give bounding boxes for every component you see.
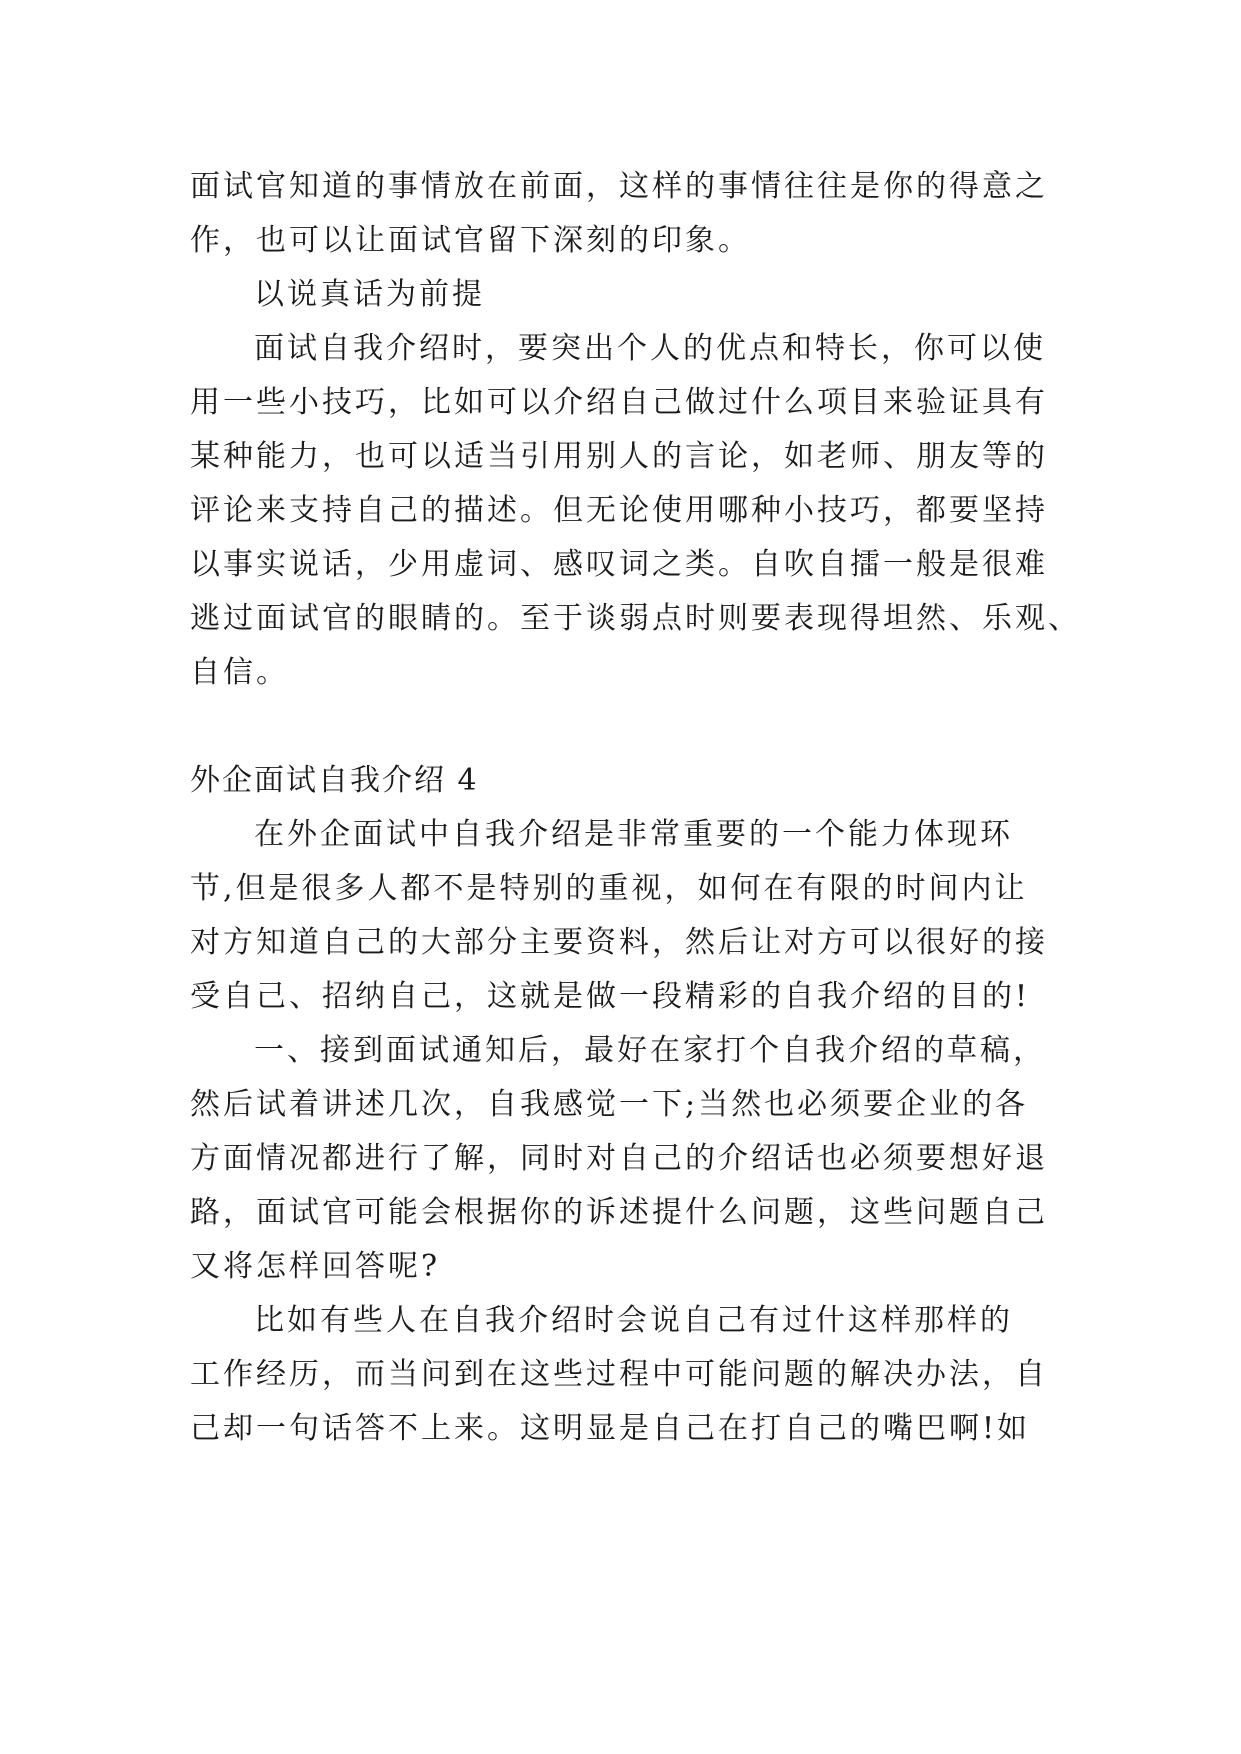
section-heading: 外企面试自我介绍 4 (190, 763, 479, 798)
text-line: 受自己、招纳自己，这就是做一段精彩的自我介绍的目的! (190, 979, 1031, 1014)
text-line: 又将怎样回答呢? (190, 1249, 441, 1284)
text-line: 用一些小技巧，比如可以介绍自己做过什么项目来验证具有 (190, 385, 1048, 420)
text-line: 自信。 (190, 655, 289, 690)
text-line: 路，面试官可能会根据你的诉述提什么问题，这些问题自己 (190, 1195, 1048, 1230)
text-line: 比如有些人在自我介绍时会说自己有过什这样那样的 (254, 1303, 1013, 1338)
text-line: 以事实说话，少用虚词、感叹词之类。自吹自擂一般是很难 (190, 547, 1048, 582)
text-line: 作，也可以让面试官留下深刻的印象。 (190, 223, 751, 258)
text-line: 一、接到面试通知后，最好在家打个自我介绍的草稿， (254, 1033, 1046, 1068)
text-line: 逃过面试官的眼睛的。至于谈弱点时则要表现得坦然、乐观、 (190, 601, 1081, 636)
text-line: 己却一句话答不上来。这明显是自己在打自己的嘴巴啊!如 (190, 1411, 1031, 1446)
text-line: 面试官知道的事情放在前面，这样的事情往往是你的得意之 (190, 169, 1048, 204)
document-body (190, 160, 1081, 1456)
text-line: 工作经历，而当问到在这些过程中可能问题的解决办法，自 (190, 1357, 1048, 1392)
text-line: 节,但是很多人都不是特别的重视，如何在有限的时间内让 (190, 871, 1028, 906)
subheading: 以说真话为前提 (254, 277, 485, 312)
text-line: 面试自我介绍时，要突出个人的优点和特长，你可以使 (254, 331, 1046, 366)
text-line: 对方知道自己的大部分主要资料，然后让对方可以很好的接 (190, 925, 1048, 960)
text-line: 评论来支持自己的描述。但无论使用哪种小技巧，都要坚持 (190, 493, 1048, 528)
text-line: 然后试着讲述几次，自我感觉一下;当然也必须要企业的各 (190, 1087, 1029, 1122)
text-line: 方面情况都进行了解，同时对自己的介绍话也必须要想好退 (190, 1141, 1048, 1176)
text-line: 某种能力，也可以适当引用别人的言论，如老师、朋友等的 (190, 439, 1048, 474)
text-line: 在外企面试中自我介绍是非常重要的一个能力体现环 (254, 817, 1013, 852)
